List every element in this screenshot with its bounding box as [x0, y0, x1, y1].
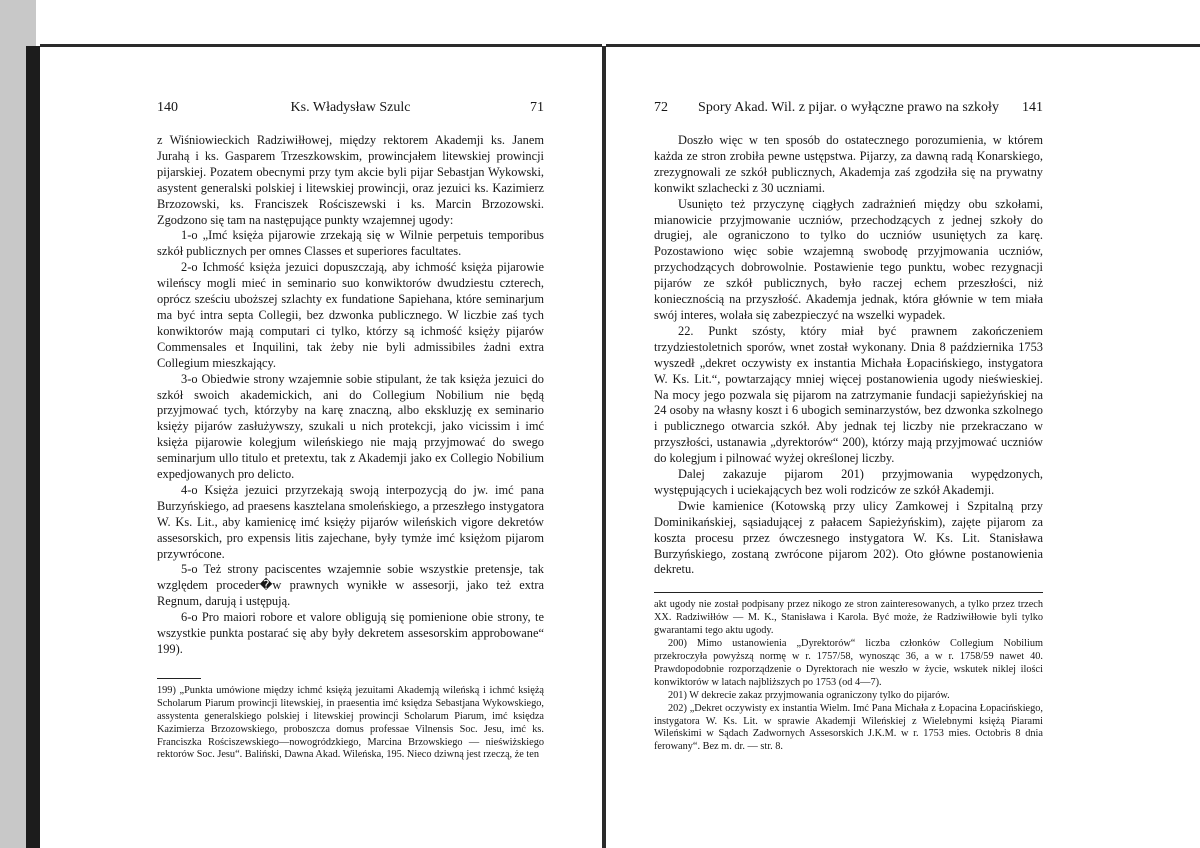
right-running-header: [654, 100, 1043, 120]
paragraph: 2-o Ichmość księża jezuici dopuszczają, aby ichmość księża pijarowie wileńscy mogli mieć in seminario suo konwiktorów dwudziestu czterech, oprócz sześciu uboższej szlachty ex fundatione Sapiehana, które seminarjum ma być intra septa Collegii, bez dzwonka publicznego. W liczbie zaś tych konwiktorów mają computari ci tylko, którzy są ichmość księży pijarów Commensales et Inquilini, tak żeby nie byli admissibiles żadni extra Collegium mieszkający.: [157, 260, 544, 370]
paragraph: 6-o Pro maiori robore et valore obligują się pomienione obie strony, te wszystkie punkta postarać się aby były dekretem assesorskim approbowane“ 199).: [157, 610, 544, 656]
footnote: akt ugody nie został podpisany przez nikogo ze stron zainteresowanych, a tylko przez trzech XX. Radziwiłłów — M. K., Stanisława i Karola. Być może, że Radziwiłłowie byli tylko gwarantami tego aktu ugody.: [654, 599, 1043, 637]
running-title: Ks. Władysław Szulc: [290, 100, 411, 115]
footnote: 199) „Punkta umówione między ichmć księżą jezuitami Akademją wileńską i ichmć księżą Scholarum Piarum prowincji litewskiej, in praesentia imć księdza Sebastjana Wykowskiego, assystenta generalskiego polskiej i litewskiej prowincji Scholarum Piarum, imć księdza Kazimierza Brzozowskiego, proboszcza domus professae Vilnensis Soc. Jesu, imć ks. Franciszka Rościszewskiego—nowogródzkiego, Marcina Brzowskiego — nieświżskiego rektorów Soc. Jesu“. Baliński, Dawna Akad. Wileńska, 195. Nieco dziwną jest rzeczą, że ten: [157, 684, 544, 761]
page-number: 140: [157, 100, 178, 115]
paragraph: 5-o Też strony paciscentes wzajemnie sobie wszystkie pretensje, tak względem proceder�w prawnych wynikłe w assesorji, jako też extra Regnum, darują i ustępują.: [157, 562, 544, 609]
left-running-header: [157, 100, 544, 120]
left-page: [157, 100, 544, 762]
running-title: Spory Akad. Wil. z pijar. o wyłączne prawo na szkoły: [698, 100, 999, 115]
page-number: 141: [1022, 100, 1043, 115]
paragraph: 22. Punkt szósty, który miał być prawnem zakończeniem trzydziestoletnich sporów, wnet został wykonany. Dnia 8 października 1753 wyszedł „dekret oczywisty ex instantia Michała Łopacińskiego, instygatora W. Ks. Lit.“, powtarzający mniej więcej postanowienia ugody nieświeskiej. Na mocy jego pozwala się pijarom na zatrzymanie fundacji sapieżyńskiej na 24 osoby na własny koszt i 6 ubogich seminarzystów, bez dzwonka szkolnego i publicznego otwarcia szkół. Aby jednak tej liczby nie przekraczano w przyszłości, ustanawia „dyrektorów“ 200), którzy mają przyjmować uczniów do kolegjum i pilnować wyżej określonej liczby.: [654, 323, 1043, 466]
footnote: 202) „Dekret oczywisty ex instantia Wielm. Imć Pana Michała z Łopacina Łopacińskiego, instygatora W. Ks. Lit. w sprawie Akademji Wileńskiej z Wielebnymi księżą Piarami Wileńskimi w Sądach Zadwornych Assesorskich J.K.M. w r. 1753 mies. Octobris 8 dnia ferowany“. Bez m. dr. — str. 8.: [654, 702, 1043, 753]
left-top-edge: [40, 44, 602, 47]
right-footnotes: [654, 599, 1043, 754]
original-page-number: 72: [654, 100, 668, 115]
paragraph: 4-o Księża jezuici przyrzekają swoją interpozycją do jw. imć pana Burzyńskiego, ad praesens kasztelana smoleńskiego, a przeszłego instygatora W. Ks. Lit., aby kamienicę imć księży pijarów wileńskich vigore dekretów assesorskich, pro expensis litis zajechane, były tymże imć księżom pijarom przywrócone.: [157, 482, 544, 561]
footnote: 200) Mimo ustanowienia „Dyrektorów“ liczba członków Collegium Nobilium przekroczyła powyższą normę w r. 1757/58, wynosząc 36, a w r. 1758/59 nawet 40. Prawdopodobnie rozporządzenie o Dyrektorach nie weszło w życie, wskutek niklej ilości konwiktorów w latach najbliższych po 1753 (od 4—7).: [654, 638, 1043, 688]
paragraph: Dalej zakazuje pijarom 201) przyjmowania wypędzonych, występujących i uciekających bez woli rodziców ze szkół Akademji.: [654, 467, 1043, 497]
footnote: 201) W dekrecie zakaz przyjmowania ograniczony tylko do pijarów.: [668, 689, 950, 701]
paragraph: Doszło więc w ten sposób do ostatecznego porozumienia, w którem każda ze stron zrobiła pewne ustępstwa. Pijarzy, za dawną radą Konarskiego, zrezygnowali ze szkół publicznych, Akademja zaś zgodziła się na prywatny konwikt szlachecki z 30 uczniami.: [654, 133, 1043, 195]
paragraph: z Wiśniowieckich Radziwiłłowej, między rektorem Akademji ks. Janem Jurahą i ks. Gasparem Trzeszkowskim, prowincjałem litewskiej prowincji pijarskiej. Pozatem obecnymi przy tym akcie byli pijar Sebastjan Wykowski, asystent generalski polskiej i litewskiej prowincji, oraz jezuici ks. Kazimierz Brzozowski, ks. Franciszek Rościszewski i ks. Marcin Brzozowski. Zgodzono się tam na następujące punkty wzajemnej ugody:: [157, 133, 544, 227]
right-body-text: [654, 133, 1043, 578]
paragraph: Usunięto też przyczynę ciągłych zadrażnień między obu szkołami, mianowicie przyjmowanie uczniów, przechodzących z jednej szkoły do drugiej, ale ograniczono to tylko do uczniów usuniętych za karę. Pozostawiono więc sobie wzajemną swobodę przyjmowania uczniów, przychodzących dobrowolnie. Postawienie tego punktu, wobec rezygnacji pijarów ze szkół publicznych, było raczej echem przeszłości, niż koniecznością na przyszłość. Akademja jednak, która głównie w tem miała swój interes, wolała się zabezpieczyć na wszelki wypadek.: [654, 196, 1043, 322]
original-page-number: 71: [530, 100, 544, 115]
left-footnotes: [157, 685, 544, 762]
footnote-rule: [654, 592, 1043, 593]
left-body-text: [157, 133, 544, 658]
paragraph: Dwie kamienice (Kotowską przy ulicy Zamkowej i Szpitalną przy Dominikańskiej, sąsiadującej z pałacem Sapieżyńskim), zajęte pijarom za koszta procesu przez ówczesnego instygatora W. Ks. Lit. Stanisława Burzyńskiego, zostaną zwrócone pijarom 202). Oto główne postanowienia dekretu.: [654, 498, 1043, 577]
paragraph: 1-o „Imć księża pijarowie zrzekają się w Wilnie perpetuis temporibus szkół publicznych per omnes Classes et superiores facultates.: [157, 228, 544, 259]
book-gutter: [602, 46, 606, 848]
paragraph: 3-o Obiedwie strony wzajemnie sobie stipulant, że tak księża jezuici do szkół swoich akademickich, ani do Collegium Nobilium nie będą przyjmować tych, którzyby na karę znaczną, albo ekskluzję ex seminario księży pijarów zasłużywszy, szukali u nich protekcji, jako vicissim i imć księża pijarowie kolegjum wileńskiego nie mają przyjmować do swego seminarjum ullo titulo et pretextu, tak z Akademji jako ex Collegio Nobilium expedjowanych pro delicto.: [157, 371, 544, 482]
footnote-rule: [157, 678, 201, 679]
right-top-edge: [606, 44, 1200, 47]
right-page: [654, 100, 1043, 754]
scan-edge-shadow: [26, 46, 40, 848]
